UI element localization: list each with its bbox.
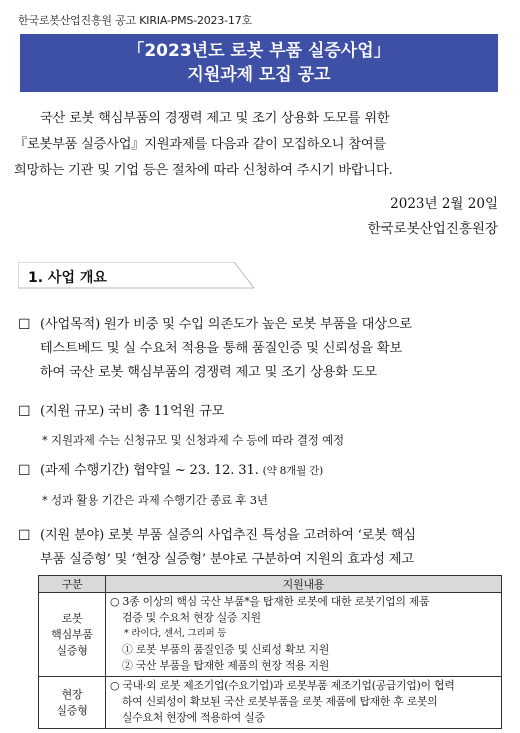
title-banner: [20, 34, 498, 92]
banner-title-line1: 「2023년도 로봇 부품 실증사업」: [127, 41, 391, 61]
field-item: [18, 524, 502, 572]
period-note: [42, 492, 268, 508]
table-header-row: [39, 576, 502, 593]
purpose-line: 하여 국산 로봇 핵심부품의 경쟁력 제고 및 조기 상용화 도모: [40, 365, 377, 380]
intro-line: 희망하는 기관 및 기업 등은 절차에 따라 신청하여 주시기 바랍니다.: [14, 163, 393, 178]
purpose-line: (사업목적) 원가 비중 및 수입 의존도가 높은 로봇 부품을 대상으로: [40, 317, 412, 332]
category-line: 로봇: [61, 611, 83, 625]
field-line: 부품 실증형’ 및 ‘현장 실증형’ 분야로 구분하여 지원의 효과성 제고: [40, 552, 414, 567]
intro-line: 『로봇부품 실증사업』지원과제를 다음과 같이 모집하오니 참여를: [14, 137, 386, 152]
content-line: 검증 및 수요처 현장 실증 지원: [122, 611, 261, 624]
table-row: [39, 593, 502, 677]
table-row: [39, 677, 502, 729]
category-line: 실증형: [56, 703, 88, 717]
content-point: ② 국산 부품을 탑재한 제품의 현장 적용 지원: [122, 659, 330, 672]
intro-paragraph: [14, 106, 504, 184]
scale-note: [42, 432, 344, 448]
period-note-text: 성과 활용 기간은 과제 수행기간 종료 후 3년: [51, 493, 268, 507]
asterisk-mark: *: [42, 493, 48, 507]
support-scope-table: [38, 575, 502, 729]
period-item: [18, 459, 502, 483]
asterisk-mark: *: [42, 433, 48, 447]
field-line: (지원 분야) 로봇 부품 실증의 사업추진 특성을 고려하여 ‘로봇 핵심: [40, 528, 416, 543]
checkbox-square-icon: ☐: [18, 528, 31, 544]
scale-item: [18, 400, 502, 424]
content-cell: [106, 593, 502, 677]
purpose-line: 테스트베드 및 실 수요처 적용을 통해 품질인증 및 신뢰성을 확보: [40, 341, 402, 356]
scale-note-text: 지원과제 수는 신청규모 및 신청과제 수 등에 따라 결정 예정: [51, 433, 344, 447]
scale-text: (지원 규모) 국비 총 11억원 규모: [40, 404, 225, 419]
checkbox-square-icon: ☐: [18, 317, 31, 333]
purpose-item: [18, 313, 502, 385]
content-line: 하여 신뢰성이 확보된 국산 로봇부품을 로봇 제품에 탑재한 후 로봇의: [122, 695, 438, 708]
content-point: ① 로봇 부품의 품질인증 및 신뢰성 확보 지원: [122, 643, 330, 656]
period-duration: (약 8개월 간): [262, 465, 323, 477]
header-content: 지원내용: [106, 576, 502, 593]
category-line: 현장: [61, 687, 83, 701]
checkbox-square-icon: ☐: [18, 463, 31, 479]
intro-line: 국산 로봇 핵심부품의 경쟁력 제고 및 조기 상용화 도모를 위한: [40, 111, 390, 126]
section-heading: [18, 262, 254, 289]
category-line: 핵심부품: [51, 627, 93, 641]
period-text: (과제 수행기간) 협약일 ~ 23. 12. 31.: [40, 463, 259, 478]
notice-number: 한국로봇산업진흥원 공고 KIRIA-PMS-2023-17호: [18, 14, 252, 27]
content-line: ○ 3종 이상의 핵심 국산 부품*을 탑재한 로봇에 대한 로봇기업의 제품: [110, 595, 430, 608]
category-line: 실증형: [56, 643, 88, 657]
content-subnote: * 라이다, 센서, 그리퍼 등: [124, 628, 227, 639]
announcement-date: 2023년 2월 20일: [390, 196, 498, 212]
checkbox-square-icon: ☐: [18, 404, 31, 420]
category-cell: [39, 677, 106, 729]
content-line: ○ 국내·외 로봇 제조기업(수요기업)과 로봇부품 제조기업(공급기업)이 협력: [110, 679, 455, 692]
header-category: 구분: [39, 576, 106, 593]
content-cell: [106, 677, 502, 729]
signer: 한국로봇산업진흥원장: [367, 221, 498, 237]
section-title: 1. 사업 개요: [28, 270, 107, 286]
content-line: 실수요처 현장에 적용하여 실증: [122, 711, 265, 724]
banner-title-line2: 지원과제 모집 공고: [187, 65, 331, 85]
category-cell: [39, 593, 106, 677]
